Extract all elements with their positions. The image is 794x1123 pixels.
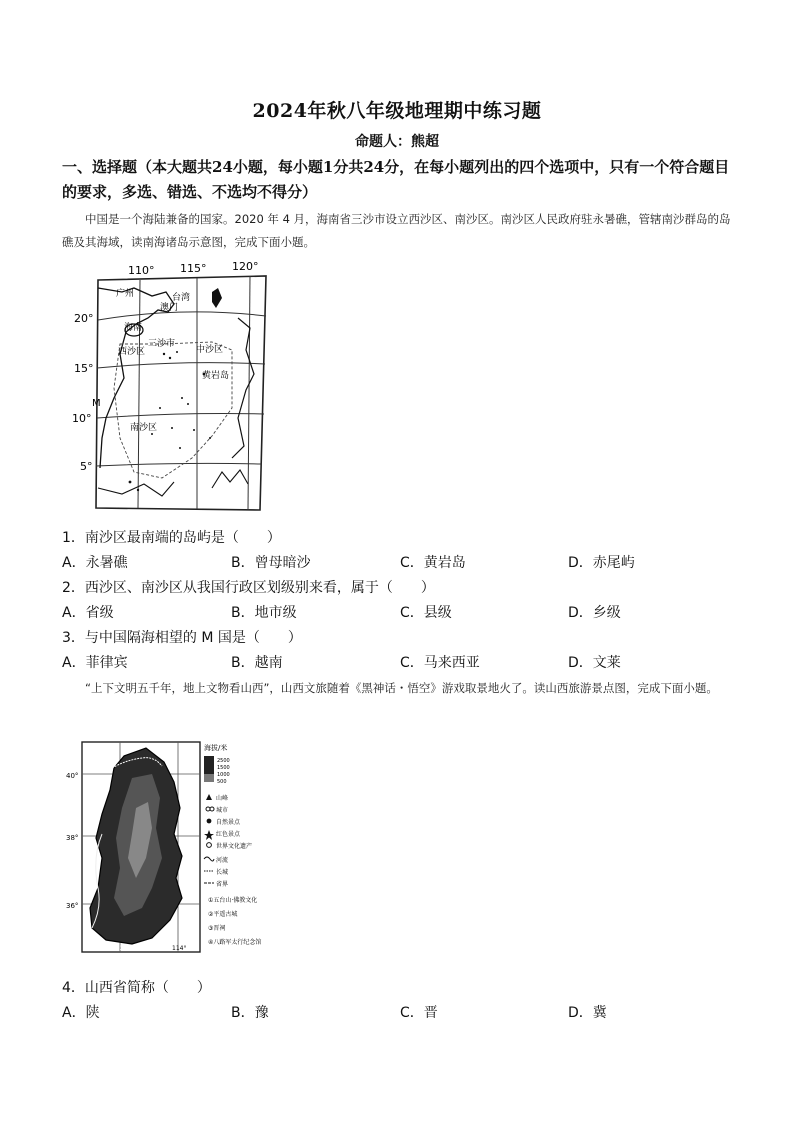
q4-option-b[interactable]: B．豫: [231, 1005, 269, 1021]
place-guangdong: 广州: [116, 289, 135, 299]
lon-label-115: 115°: [180, 262, 207, 275]
legend-item-red: 红色景点: [216, 831, 241, 838]
map2-lat-36: 36°: [66, 902, 79, 910]
map2-lat-40: 40°: [66, 772, 79, 780]
legend-item-peak: 山峰: [216, 795, 229, 802]
elev-1000: 1000: [217, 772, 230, 778]
lon-label-110: 110°: [128, 264, 155, 277]
place-taiwan: 台湾: [172, 293, 191, 303]
q2-option-a[interactable]: A．省级: [62, 605, 114, 621]
map2-lat-38: 38°: [66, 834, 79, 842]
q1-option-c[interactable]: C．黄岩岛: [400, 555, 466, 571]
place-zhongsha: 中沙区: [196, 345, 224, 355]
section-heading: 一、选择题（本大题共24小题，每小题1分共24分，在每小题列出的四个选项中，只有一个符合题目的要求，多选、错选、不选均不得分）: [62, 158, 730, 201]
elev-2500: 2500: [217, 758, 230, 764]
legend-item-4: ④八路军太行纪念馆: [208, 939, 262, 946]
legend-item-3: ③晋祠: [208, 925, 226, 932]
q4-option-c[interactable]: C．晋: [400, 1005, 438, 1021]
elev-500: 500: [217, 779, 227, 785]
legend-item-border: 省界: [216, 881, 229, 888]
legend-item-natural: 自然景点: [216, 819, 241, 826]
question-4-stem: 4．山西省简称（ ）: [62, 980, 211, 996]
place-nansha: 南沙区: [130, 423, 158, 433]
passage-shanxi: “上下文明五千年，地上文物看山西”，山西文旅随着《黑神话・悟空》游戏取景地火了。读山西旅游景点图，完成下面小题。: [85, 681, 718, 695]
place-huangyan: 黄岩岛: [202, 371, 230, 381]
south-china-sea-map: [62, 258, 272, 516]
q4-option-d[interactable]: D．冀: [568, 1005, 607, 1021]
map2-lon-112: 112°: [112, 945, 127, 952]
place-sansha: 三沙市: [148, 339, 176, 349]
passage-south-china-sea: 中国是一个海陆兼备的国家。2020 年 4 月，海南省三沙市设立西沙区、南沙区。南沙区人民政府驻永暑礁，管辖南沙群岛的岛礁及其海域，读南海诸岛示意图，完成下面小题。: [62, 212, 731, 249]
lat-label-15: 15°: [74, 362, 94, 375]
q3-option-b[interactable]: B．越南: [231, 655, 283, 671]
map2-lon-114: 114°: [172, 945, 187, 952]
place-macao: 澳门: [160, 303, 179, 313]
legend-item-2: ②平遥古城: [208, 911, 238, 918]
lon-label-120: 120°: [232, 260, 259, 273]
legend-item-heritage: 世界文化遗产: [216, 843, 253, 850]
q2-option-d[interactable]: D．乡级: [568, 605, 621, 621]
exam-title: 2024年秋八年级地理期中练习题: [252, 100, 542, 122]
author-line: 命题人：熊超: [355, 134, 439, 150]
q2-option-b[interactable]: B．地市级: [231, 605, 297, 621]
question-3-stem: 3．与中国隔海相望的 M 国是（ ）: [62, 630, 302, 646]
legend-item-city: 城市: [216, 807, 229, 814]
question-2-stem: 2．西沙区、南沙区从我国行政区划级别来看，属于（ ）: [62, 580, 435, 596]
place-xisha: 西沙区: [118, 347, 146, 357]
q1-option-b[interactable]: B．曾母暗沙: [231, 555, 311, 571]
lat-label-10: 10°: [72, 412, 92, 425]
legend-item-wall: 长城: [216, 869, 229, 876]
q1-option-d[interactable]: D．赤尾屿: [568, 555, 635, 571]
legend-title: 海拔/米: [204, 744, 228, 752]
legend-item-river: 河流: [216, 857, 229, 864]
q4-option-a[interactable]: A．陕: [62, 1005, 100, 1021]
q1-option-a[interactable]: A．永暑礁: [62, 555, 128, 571]
shanxi-tourism-map: [62, 738, 298, 956]
q3-option-c[interactable]: C．马来西亚: [400, 655, 480, 671]
place-hainan: 海南: [124, 323, 143, 333]
q3-option-d[interactable]: D．文莱: [568, 655, 621, 671]
q2-option-c[interactable]: C．县级: [400, 605, 452, 621]
legend-item-1: ①五台山·佛教文化: [208, 897, 258, 904]
q3-option-a[interactable]: A．菲律宾: [62, 655, 128, 671]
elev-1500: 1500: [217, 765, 230, 771]
lat-label-5: 5°: [80, 460, 93, 473]
question-1-stem: 1．南沙区最南端的岛屿是（ ）: [62, 530, 281, 546]
place-m-country: M: [92, 398, 101, 409]
lat-label-20: 20°: [74, 312, 94, 325]
